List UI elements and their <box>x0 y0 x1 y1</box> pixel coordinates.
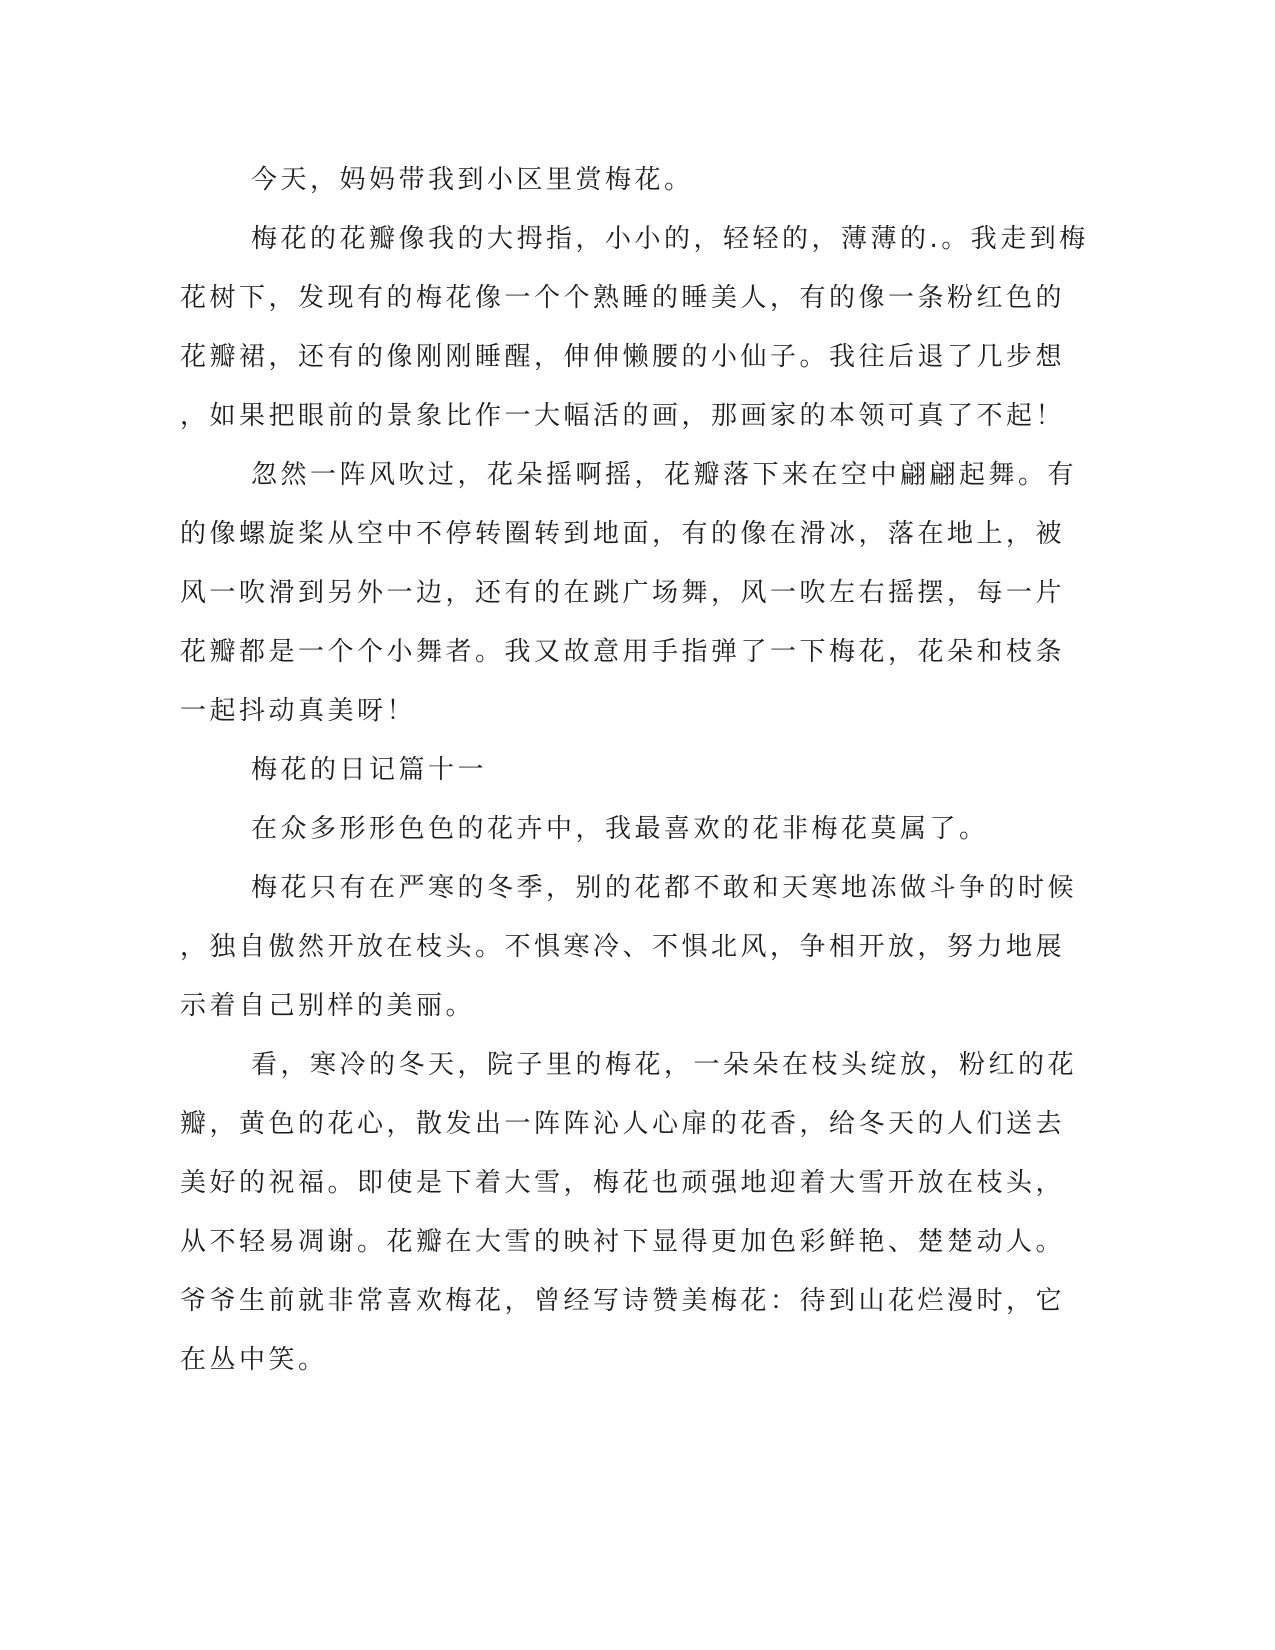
text-line: 瓣，黄色的花心，散发出一阵阵沁人心扉的花香，给冬天的人们送去 <box>180 1109 1066 1139</box>
text-line: 花瓣都是一个个小舞者。我又故意用手指弹了一下梅花，花朵和枝条 <box>180 637 1066 667</box>
text-line: 看，寒冷的冬天，院子里的梅花，一朵朵在枝头绽放，粉红的花 <box>251 1050 1078 1080</box>
text-line: 在众多形形色色的花卉中，我最喜欢的花非梅花莫属了。 <box>251 814 989 844</box>
text-line: 在丛中笑。 <box>180 1345 328 1375</box>
text-line: 梅花的花瓣像我的大拇指，小小的，轻轻的，薄薄的.。我走到梅 <box>251 224 1089 254</box>
text-line: 美好的祝福。即使是下着大雪，梅花也顽强地迎着大雪开放在枝头， <box>180 1168 1066 1198</box>
text-line: 从不轻易凋谢。花瓣在大雪的映衬下显得更加色彩鲜艳、楚楚动人。 <box>180 1227 1066 1257</box>
text-line: 示着自己别样的美丽。 <box>180 991 476 1021</box>
text-line: ，独自傲然开放在枝头。不惧寒冷、不惧北风，争相开放，努力地展 <box>180 932 1066 962</box>
text-line: 爷爷生前就非常喜欢梅花，曾经写诗赞美梅花：待到山花烂漫时，它 <box>180 1286 1066 1316</box>
text-line: 风一吹滑到另外一边，还有的在跳广场舞，风一吹左右摇摆，每一片 <box>180 578 1066 608</box>
text-line: 花树下，发现有的梅花像一个个熟睡的睡美人，有的像一条粉红色的 <box>180 283 1066 313</box>
text-line: 一起抖动真美呀！ <box>180 696 417 726</box>
text-line: 梅花只有在严寒的冬季，别的花都不敢和天寒地冻做斗争的时候 <box>251 873 1078 903</box>
text-line: 忽然一阵风吹过，花朵摇啊摇，花瓣落下来在空中翩翩起舞。有 <box>251 460 1078 490</box>
text-line: 花瓣裙，还有的像刚刚睡醒，伸伸懒腰的小仙子。我往后退了几步想 <box>180 342 1066 372</box>
text-line: 的像螺旋桨从空中不停转圈转到地面，有的像在滑冰，落在地上，被 <box>180 519 1066 549</box>
text-line: ，如果把眼前的景象比作一大幅活的画，那画家的本领可真了不起！ <box>180 401 1066 431</box>
text-line: 今天，妈妈带我到小区里赏梅花。 <box>251 165 694 195</box>
section-heading: 梅花的日记篇十一 <box>251 755 488 785</box>
